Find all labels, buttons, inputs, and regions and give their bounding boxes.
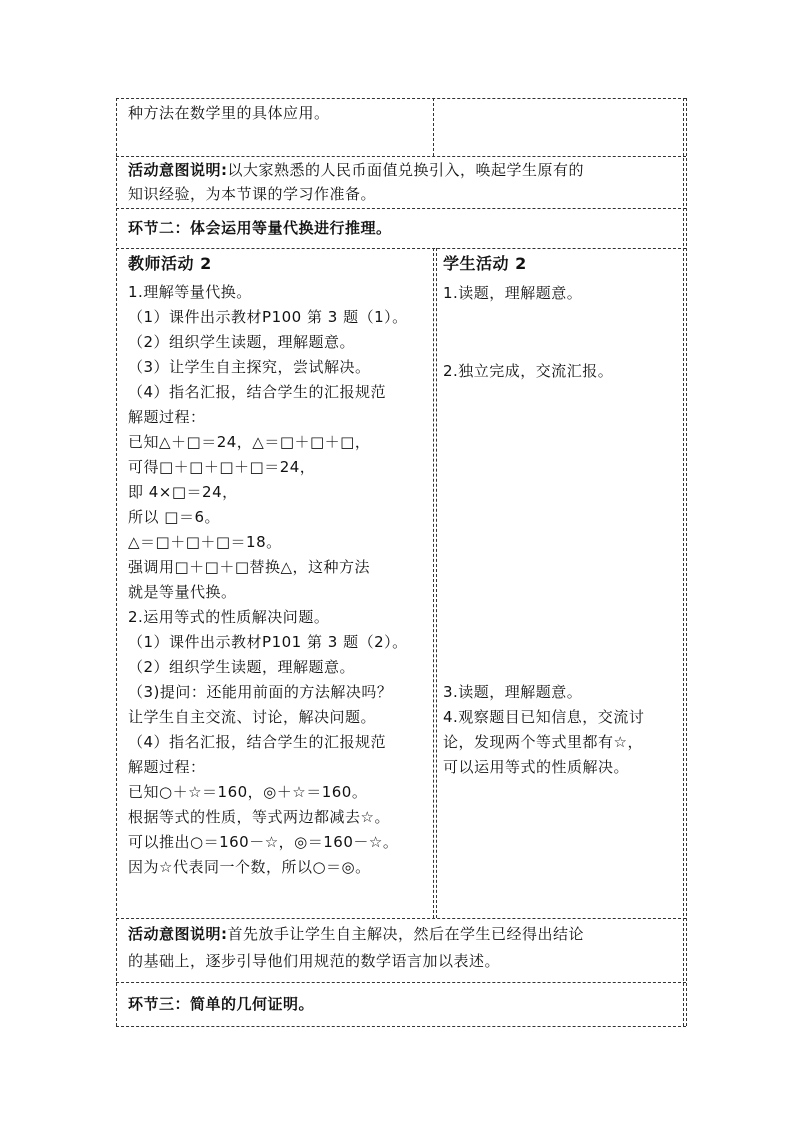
student-item-2: 2.独立完成，交流汇报。 <box>443 362 614 380</box>
row1-left-text: 种方法在数学里的具体应用。 <box>128 104 330 122</box>
teacher-line-22: 根据等式的性质，等式两边都减去☆。 <box>128 808 390 826</box>
intent-text-line1: 以大家熟悉的人民币面值兑换引入，唤起学生原有的 <box>227 161 585 179</box>
student-item4-line-3: 可以运用等式的性质解决。 <box>443 758 630 776</box>
intent-text-line2: 知识经验，为本节课的学习作准备。 <box>128 185 377 203</box>
teacher-line-5: （4）指名汇报，结合学生的汇报规范 <box>128 383 387 401</box>
activity-intent-2 <box>128 924 584 944</box>
teacher-line-19: （4）指名汇报，结合学生的汇报规范 <box>128 733 387 751</box>
teacher-line-24: 因为☆代表同一个数，所以○＝◎。 <box>128 858 371 876</box>
section-2-title: 环节二：体会运用等量代换进行推理。 <box>128 219 392 237</box>
row-line-3 <box>116 248 686 249</box>
teacher-line-6: 解题过程： <box>128 408 206 426</box>
teacher-line-11: △＝□＋□＋□＝18。 <box>128 533 282 551</box>
student-item-1: 1.读题，理解题意。 <box>443 284 583 302</box>
intent2-label: 活动意图说明: <box>128 925 228 943</box>
row-line-4 <box>116 918 686 919</box>
row-line-1 <box>116 156 686 157</box>
row-line-5 <box>116 982 686 983</box>
row-line-bottom <box>116 1026 686 1027</box>
teacher-line-18: 让学生自主交流、讨论，解决问题。 <box>128 708 377 726</box>
teacher-line-1: 1.理解等量代换。 <box>128 283 252 301</box>
column-divider-top <box>433 98 434 156</box>
teacher-line-4: （3）让学生自主探究，尝试解决。 <box>128 358 371 376</box>
row-line-top <box>116 98 686 99</box>
teacher-activity-header: 教师活动 2 <box>128 254 212 273</box>
teacher-line-8: 可得□＋□＋□＋□＝24， <box>128 458 316 476</box>
teacher-line-21: 已知○＋☆＝160，◎＋☆＝160。 <box>128 783 368 801</box>
teacher-line-15: （1）课件出示教材P101 第 3 题（2）。 <box>128 633 408 651</box>
teacher-line-23: 可以推出○＝160－☆，◎＝160－☆。 <box>128 833 399 851</box>
student-item-3: 3.读题，理解题意。 <box>443 683 583 701</box>
teacher-line-16: （2）组织学生读题，理解题意。 <box>128 658 356 676</box>
intent-label: 活动意图说明: <box>128 161 228 179</box>
column-divider-main <box>433 248 434 918</box>
student-item4-line-2: 论，发现两个等式里都有☆， <box>443 733 643 751</box>
teacher-activity-lines <box>128 280 408 880</box>
table-border-right <box>683 98 684 1026</box>
column-divider-main-2 <box>436 248 437 918</box>
table-border-right-outer <box>686 98 687 1026</box>
teacher-line-10: 所以 □＝6。 <box>128 508 220 526</box>
student-item4-line-1: 4.观察题目已知信息，交流讨 <box>443 708 645 726</box>
teacher-line-3: （2）组织学生读题，理解题意。 <box>128 333 356 351</box>
teacher-line-9: 即 4×□＝24， <box>128 483 238 501</box>
teacher-line-17: （3)提问：还能用前面的方法解决吗？ <box>128 683 393 701</box>
table-border-left <box>116 98 117 1026</box>
teacher-line-13: 就是等量代换。 <box>128 583 237 601</box>
activity-intent-1 <box>128 160 584 180</box>
section-3-title: 环节三：简单的几何证明。 <box>128 995 315 1013</box>
teacher-line-7: 已知△＋□＝24，△＝□＋□＋□， <box>128 433 371 451</box>
teacher-line-12: 强调用□＋□＋□替换△，这种方法 <box>128 558 371 576</box>
student-item-4 <box>443 705 644 780</box>
teacher-line-14: 2.运用等式的性质解决问题。 <box>128 608 330 626</box>
intent2-text-line2: 的基础上，逐步引导他们用规范的数学语言加以表述。 <box>128 952 501 970</box>
student-activity-header: 学生活动 2 <box>443 254 527 273</box>
row-line-2 <box>116 208 686 209</box>
teacher-line-2: （1）课件出示教材P100 第 3 题（1）。 <box>128 308 408 326</box>
teacher-line-20: 解题过程： <box>128 758 206 776</box>
intent2-text-line1: 首先放手让学生自主解决，然后在学生已经得出结论 <box>227 925 585 943</box>
